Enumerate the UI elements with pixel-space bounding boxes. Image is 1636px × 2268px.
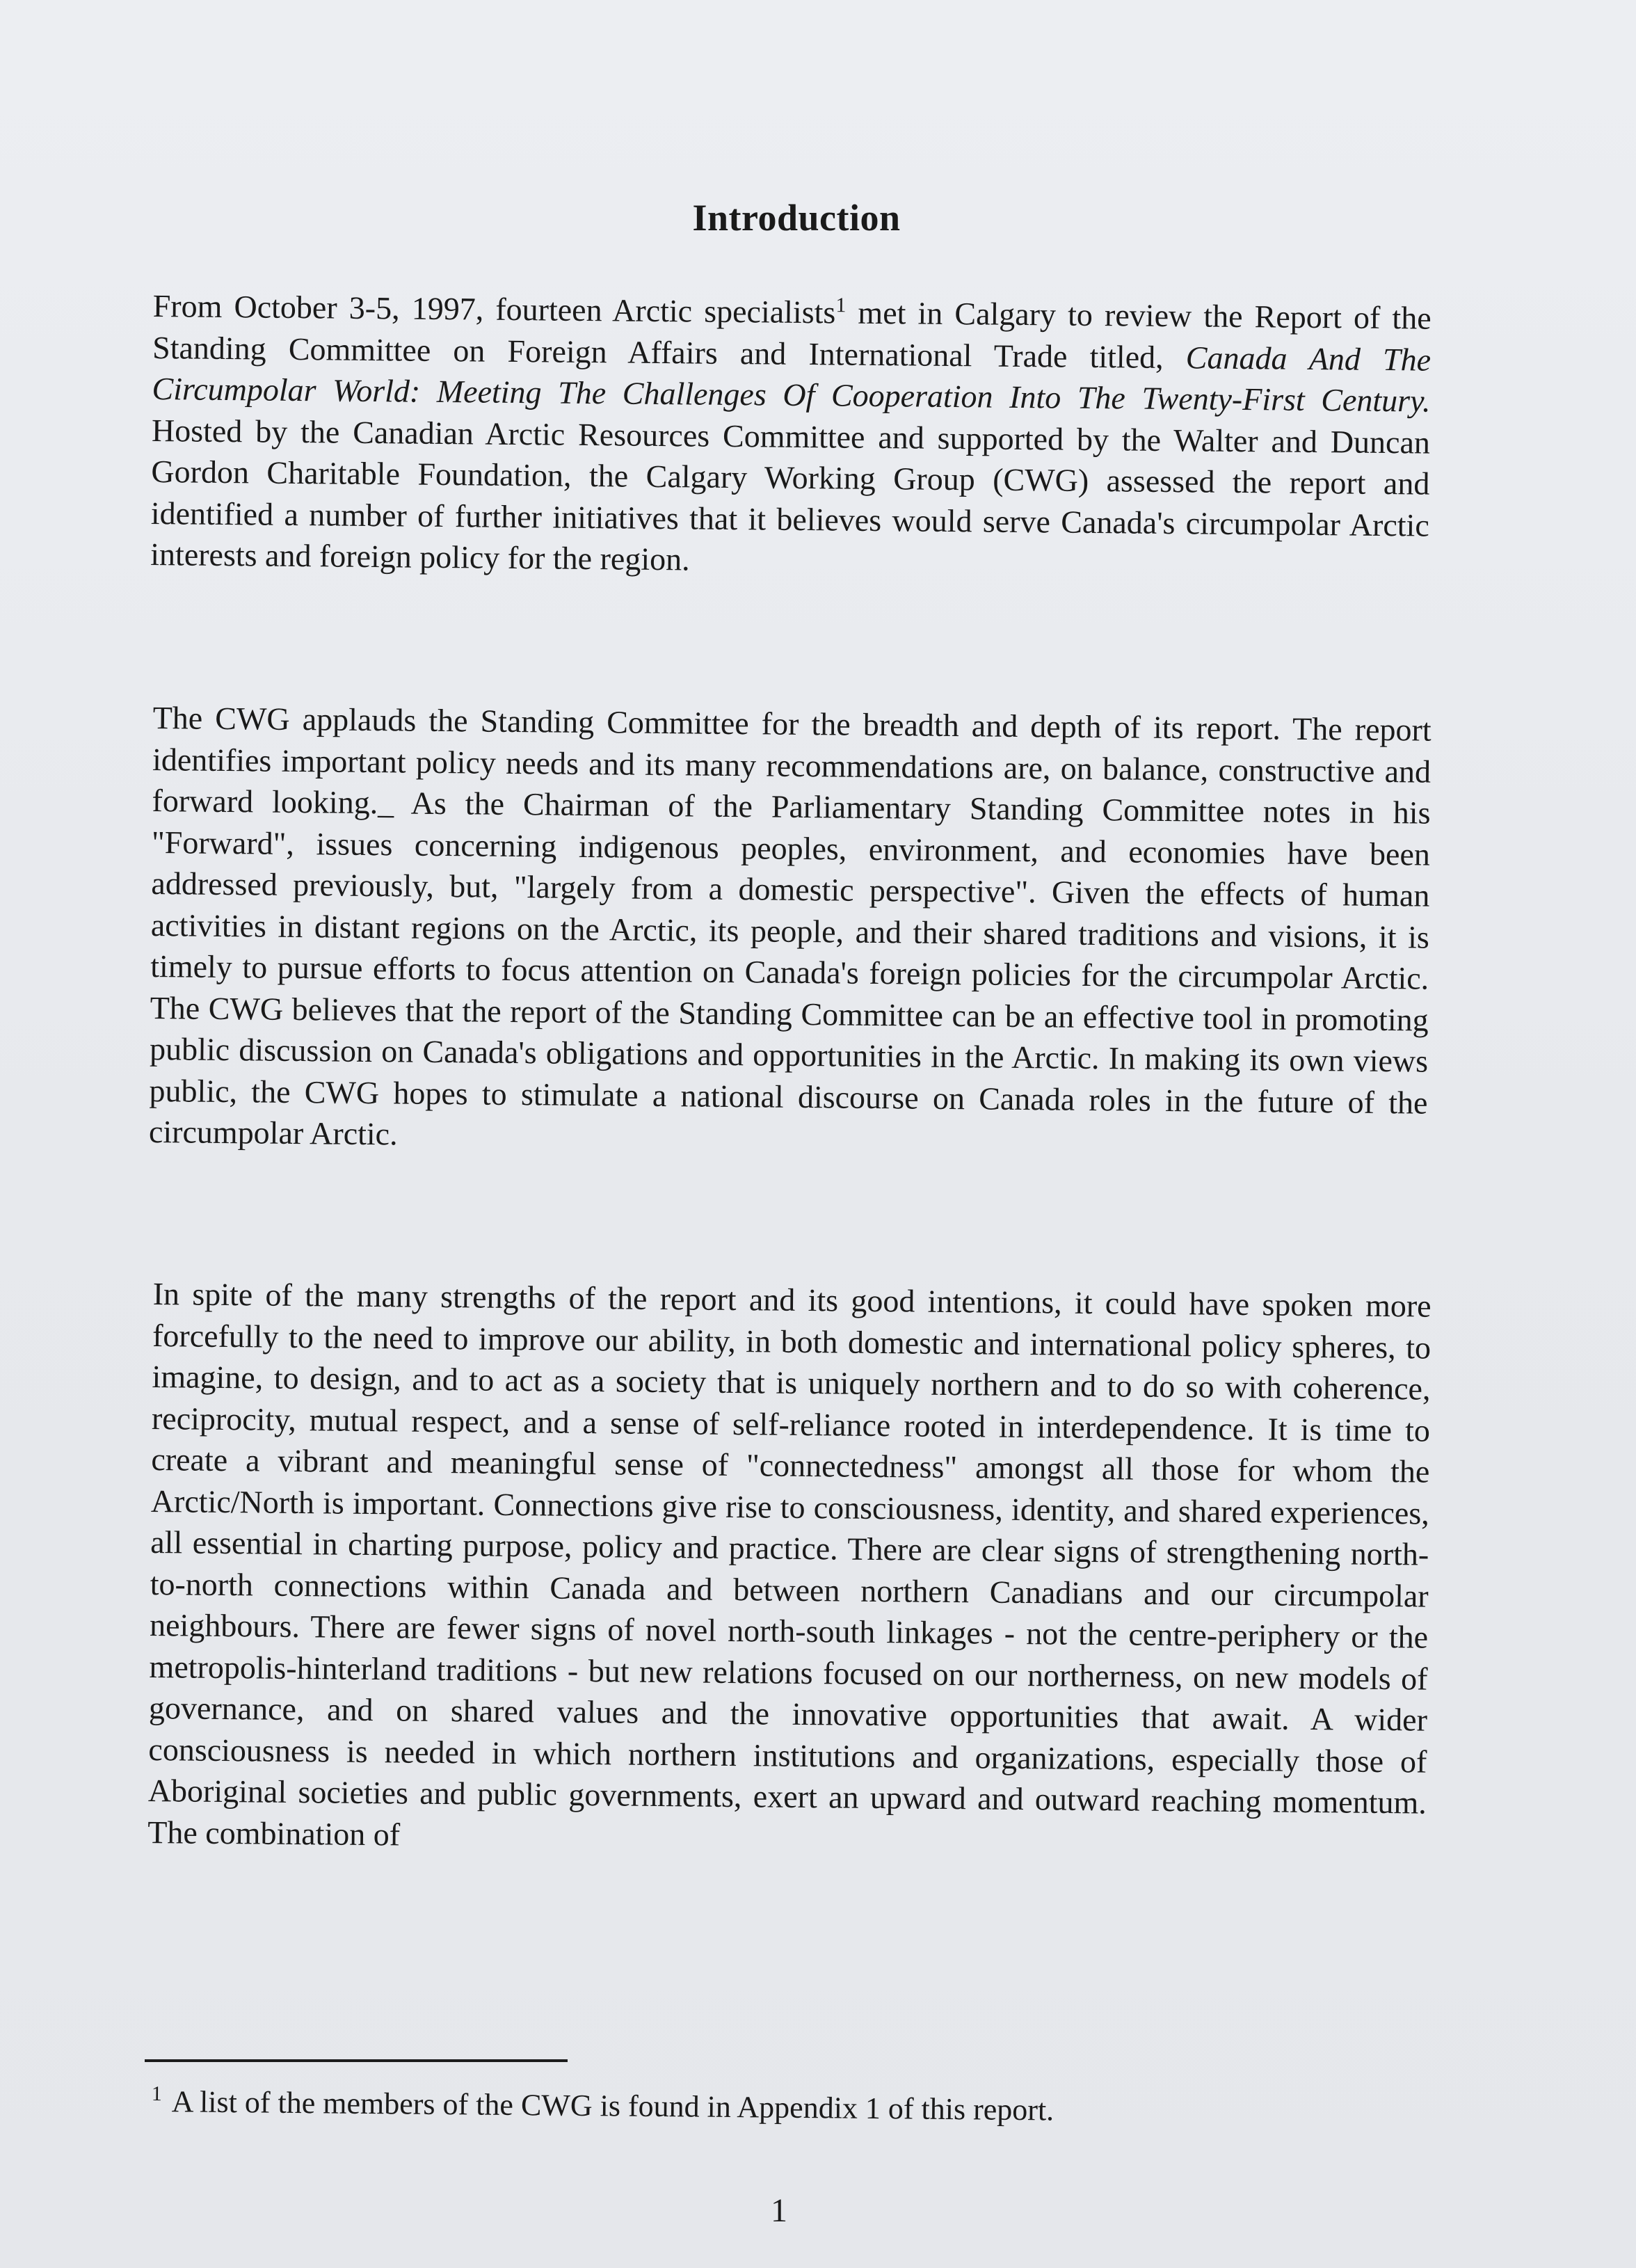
paragraph-1-lead: From October 3-5, 1997, fourteen Arctic specialists (152, 287, 836, 330)
paragraph-3 (147, 1273, 1432, 1865)
report-title: Canada And The Circumpolar World: Meeting The Challenges Of Cooperation Into The Twenty-First Century. (152, 339, 1432, 419)
footnote-separator (145, 2059, 568, 2062)
footnote-text: A list of the members of the CWG is found in Appendix 1 of this report. (171, 2084, 1054, 2127)
paragraph-1-tail: Hosted by the Canadian Arctic Resources Committee and supported by the Walter and Duncan Gordon Charitable Foundation, the Calgary Working Group (CWG) assessed the report and identified a number of further initiatives that it believes would serve Canada's circumpolar Arctic interests and foreign policy for the region. (150, 412, 1431, 577)
page-number: 1 (771, 2192, 787, 2229)
page-title: Introduction (692, 197, 901, 239)
footnote-reference: 1 (835, 294, 847, 317)
paragraph-1 (150, 285, 1432, 587)
paragraph-3-text: In spite of the many strengths of the report and its good intentions, it could have spoken more forcefully to the need to improve our ability, in both domestic and international policy spheres, to imagine, to design, and to act as a society that is uniquely northern and to do so with coherence, reciprocity, mutual respect, and a sense of self-reliance rooted in interdependence. It is time to create a vibrant and meaningful sense of "connectedness" amongst all those for whom the Arctic/North is important. Connections give rise to consciousness, identity, and shared experiences, all essential in charting purpose, policy and practice. There are clear signs of strengthening north-to-north connections within Canada and between northern Canadians and our circumpolar neighbours. There are fewer signs of novel north-south linkages - not the centre-periphery or the metropolis-hinterland traditions - but new relations focused on our northerness, on new models of governance, and on shared values and the innovative opportunities that await. A wider consciousness is needed in which northern institutions and organizations, especially those of Aboriginal societies and public governments, exert an upward and outward reaching momentum. The combination of (147, 1275, 1432, 1852)
paragraph-2 (149, 697, 1432, 1165)
footnote-number: 1 (151, 2082, 163, 2106)
footnote (152, 2084, 1054, 2127)
paragraph-2-text: The CWG applauds the Standing Committee for the breadth and depth of its report. The report identifies important policy needs and its many recommendations are, on balance, constructive and forward looking._ As the Chairman of the Parliamentary Standing Committee notes in his "Forward", issues concerning indigenous peoples, environment, and economies have been addressed previously, but, "largely from a domestic perspective". Given the effects of human activities in distant regions on the Arctic, its people, and their shared traditions and visions, it is timely to pursue efforts to focus attention on Canada's foreign policies for the circumpolar Arctic. The CWG believes that the report of the Standing Committee can be an effective tool in promoting public discussion on Canada's obligations and opportunities in the Arctic. In making its own views public, the CWG hopes to stimulate a national discourse on Canada roles in the future of the circumpolar Arctic. (148, 699, 1432, 1152)
paragraph-1-middle: met in Calgary to review the Report of the Standing Committee on Foreign Affairs and International Trade titled, (152, 294, 1432, 375)
